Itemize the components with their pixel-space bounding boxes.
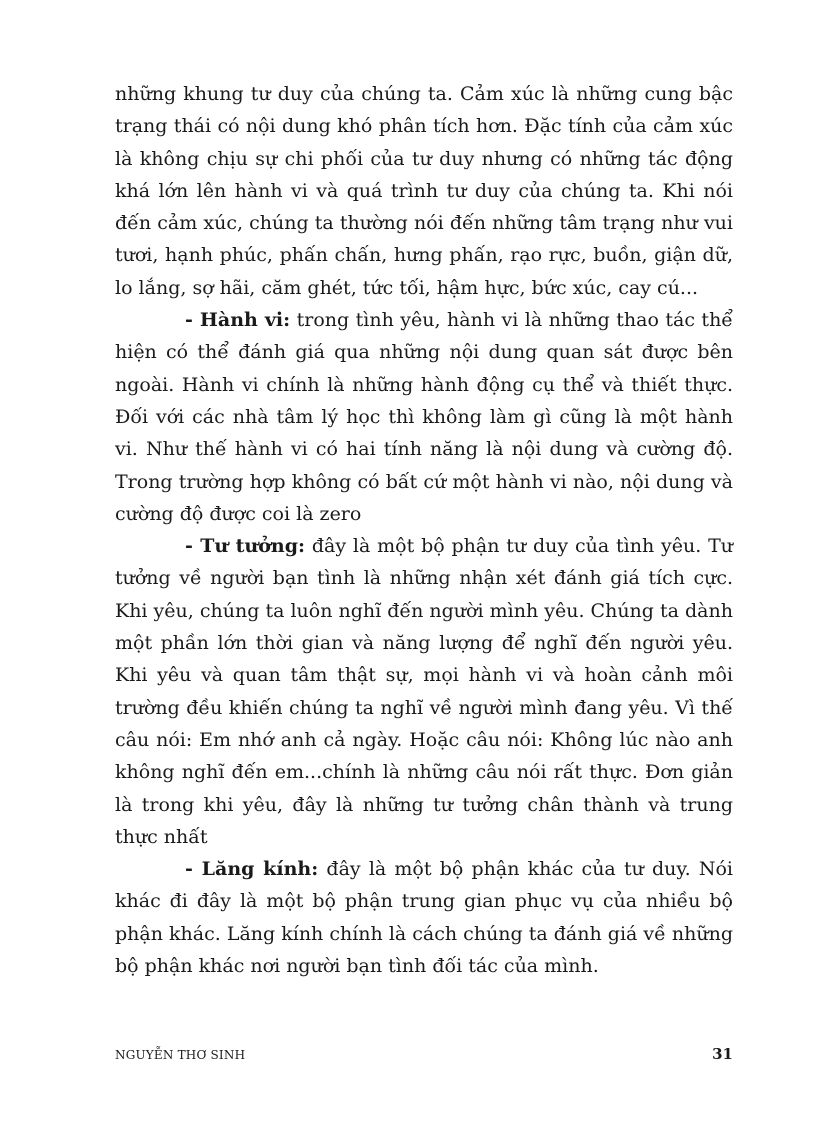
paragraph-prism [115,853,733,982]
page-number: 31 [712,1045,733,1063]
paragraph-text: đây là một bộ phận khác của tư duy. Nói khác đi đây là một bộ phận trung gian phục vụ của nhiều bộ phận khác. Lăng kính chính là cách chúng ta đánh giá về những bộ phận khác nơi người bạn tình đối tác của mình. [115,858,733,978]
paragraph-text: những khung tư duy của chúng ta. Cảm xúc là những cung bậc trạng thái có nội dung khó phân tích hơn. Đặc tính của cảm xúc là không chịu sự chi phối của tư duy nhưng có những tác động khá lớn lên hành vi và quá trình tư duy của chúng ta. Khi nói đến cảm xúc, chúng ta thường nói đến những tâm trạng như vui tươi, hạnh phúc, phấn chấn, hưng phấn, rạo rực, buồn, giận dữ, lo lắng, sợ hãi, căm ghét, tức tối, hậm hực, bức xúc, cay cú... [115,83,733,299]
paragraph-lead-behavior: - Hành vi: [185,309,291,332]
paragraph-emotion [115,78,733,304]
paragraph-lead-prism: - Lăng kính: [185,858,319,881]
paragraph-thought [115,530,733,853]
paragraph-text: trong tình yêu, hành vi là những thao tác thể hiện có thể đánh giá qua những nội dung quan sát được bên ngoài. Hành vi chính là những hành động cụ thể và thiết thực. Đối với các nhà tâm lý học thì không làm gì cũng là một hành vi. Như thế hành vi có hai tính năng là nội dung và cường độ. Trong trường hợp không có bất cứ một hành vi nào, nội dung và cường độ được coi là zero [115,309,733,525]
page-body [115,78,733,982]
page-footer [115,1045,733,1063]
paragraph-behavior [115,304,733,530]
paragraph-lead-thought: - Tư tưởng: [185,535,306,558]
paragraph-text: đây là một bộ phận tư duy của tình yêu. Tư tưởng về người bạn tình là những nhận xét đánh giá tích cực. Khi yêu, chúng ta luôn nghĩ đến người mình yêu. Chúng ta dành một phần lớn thời gian và năng lượng để nghĩ đến người yêu. Khi yêu và quan tâm thật sự, mọi hành vi và hoàn cảnh môi trường đều khiến chúng ta nghĩ về người mình đang yêu. Vì thế câu nói: Em nhớ anh cả ngày. Hoặc câu nói: Không lúc nào anh không nghĩ đến em...chính là những câu nói rất thực. Đơn giản là trong khi yêu, đây là những tư tưởng chân thành và trung thực nhất [115,535,733,848]
footer-author: NGUYỄN THƠ SINH [115,1048,246,1062]
